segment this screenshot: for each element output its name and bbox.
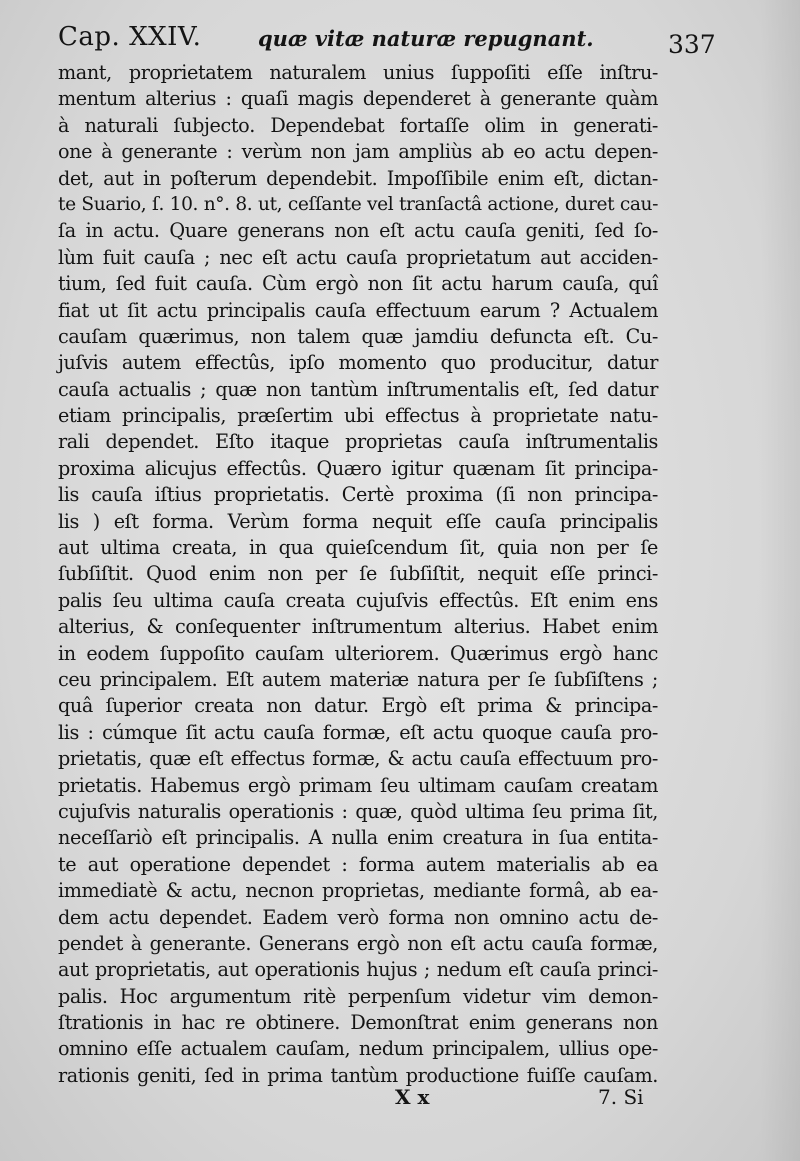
text-line: det, aut in poſterum dependebit. Impoſſibile enim eſt, dictan- <box>58 166 658 190</box>
text-line: aut proprietatis, aut operationis hujus ; nedum eſt cauſa princi- <box>58 958 658 982</box>
text-line: rationis geniti, ſed in prima tantùm productione fuiſſe cauſam. <box>58 1063 658 1087</box>
text-line: neceſſariò eſt principalis. A nulla enim creatura in ſua entita- <box>58 826 658 850</box>
text-line: cauſa actualis ; quæ non tantùm inſtrumentalis eſt, ſed datur <box>58 377 658 401</box>
text-line: tium, ſed fuit cauſa. Cùm ergò non ſit actu harum cauſa, quî <box>58 272 658 296</box>
text-line: omnino eſſe actualem cauſam, nedum principalem, ullius ope- <box>58 1037 658 1061</box>
text-line: cauſam quærimus, non talem quæ jamdiu defuncta eſt. Cu- <box>58 324 658 348</box>
text-line: one à generante : verùm non jam ampliùs ab eo actu depen- <box>58 140 658 164</box>
text-line: ſa in actu. Quare generans non eſt actu cauſa geniti, ſed ſo- <box>58 219 658 243</box>
text-line: aut ultima creata, in qua quieſcendum ſit, quia non per ſe <box>58 536 658 560</box>
text-line: lis ) eſt forma. Verùm forma nequit eſſe cauſa principalis <box>58 509 658 533</box>
text-line: immediatè & actu, necnon proprietas, mediante formâ, ab ea- <box>58 879 658 903</box>
text-line: prietatis. Habemus ergò primam ſeu ultimam cauſam creatam <box>58 773 658 797</box>
running-header <box>0 18 800 62</box>
text-line: mant, proprietatem naturalem unius ſuppoſiti eſſe inſtru- <box>58 61 658 84</box>
body-text <box>58 60 658 1089</box>
text-line: juſvis autem effectûs, ipſo momento quo producitur, datur <box>58 351 658 375</box>
text-line: proxima alicujus effectûs. Quæro igitur quænam ſit principa- <box>58 456 658 480</box>
text-line: te Suario, ſ. 10. n°. 8. ut, ceſſante vel tranſactâ actione, duret cau- <box>58 193 658 215</box>
text-line: cujuſvis naturalis operationis : quæ, quòd ultima ſeu prima ſit, <box>58 799 658 823</box>
text-line: mentum alterius : quaſi magis dependeret à generante quàm <box>58 87 658 111</box>
text-line: palis ſeu ultima cauſa creata cujuſvis effectûs. Eſt enim ens <box>58 588 658 612</box>
text-line: lùm fuit cauſa ; nec eſt actu cauſa proprietatum aut acciden- <box>58 245 658 269</box>
running-title: quæ vitæ naturæ repugnant. <box>258 26 594 51</box>
text-line: etiam principalis, præſertim ubi effectus à proprietate natu- <box>58 404 658 428</box>
text-line: palis. Hoc argumentum ritè perpenſum videtur vim demon- <box>58 984 658 1008</box>
signature-mark: X x <box>395 1085 430 1109</box>
text-line: lis cauſa iſtius proprietatis. Certè proxima (ſi non principa- <box>58 483 658 507</box>
text-line: in eodem ſuppoſito cauſam ulteriorem. Quærimus ergò hanc <box>58 641 658 665</box>
text-line: quâ ſuperior creata non datur. Ergò eſt prima & principa- <box>58 694 658 718</box>
text-line: alterius, & conſequenter inſtrumentum alterius. Habet enim <box>58 615 658 639</box>
text-line: à naturali ſubjectο. Dependebat fortaſſe olim in generati- <box>58 113 658 137</box>
text-line: ſubſiſtit. Quod enim non per ſe ſubſiſtit, nequit eſſe princi- <box>58 562 658 586</box>
page-footer <box>0 1085 800 1125</box>
text-line: lis : cúmque ſit actu cauſa formæ, eſt actu quoque cauſa pro- <box>58 720 658 744</box>
text-line: rali dependet. Eſto itaque proprietas cauſa inſtrumentalis <box>58 430 658 454</box>
text-line: dem actu dependet. Eadem verò forma non omnino actu de- <box>58 905 658 929</box>
page-edge-shadow <box>760 0 800 1161</box>
chapter-label: Cap. XXIV. <box>58 22 202 52</box>
text-line: ſtrationis in hac re obtinere. Demonſtrat enim generans non <box>58 1011 658 1035</box>
text-line: pendet à generante. Generans ergò non eſt actu cauſa formæ, <box>58 931 658 955</box>
text-line: te aut operatione dependet : forma autem materialis ab ea <box>58 852 658 876</box>
text-line: fiat ut ſit actu principalis cauſa effectuum earum ? Actualem <box>58 298 658 322</box>
text-line: ceu principalem. Eſt autem materiæ natura per ſe ſubſiſtens ; <box>58 667 658 691</box>
catchword: 7. Si <box>598 1085 644 1109</box>
page-number: 337 <box>668 30 716 59</box>
text-line: prietatis, quæ eſt effectus formæ, & actu cauſa effectuum pro- <box>58 747 658 771</box>
